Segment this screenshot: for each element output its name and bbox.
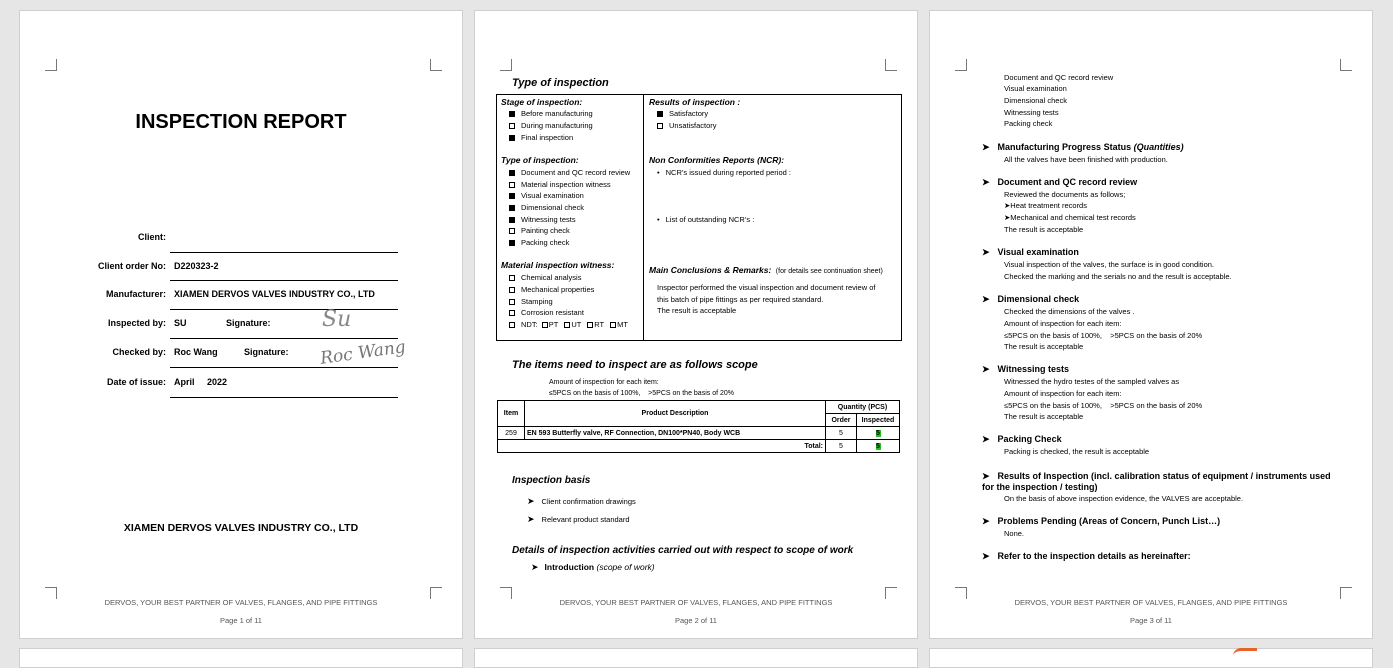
- arrow-bullet-icon: ➤: [982, 177, 990, 187]
- section-heading: ➤ Dimensional check: [982, 294, 1080, 304]
- type-of-inspection-heading: Type of inspection: [512, 77, 609, 89]
- signature-label: Signature:: [226, 318, 271, 328]
- section-text: The result is acceptable: [1004, 412, 1084, 421]
- checkbox-checked-icon: [509, 205, 515, 211]
- items-table: [497, 400, 900, 453]
- checkbox-empty-icon: [564, 322, 570, 328]
- section-heading: ➤ Document and QC record review: [982, 177, 1138, 187]
- material-item: Stamping: [509, 297, 553, 306]
- divider: [170, 252, 398, 253]
- checked-by-label: Checked by:: [112, 347, 166, 357]
- amount-line: Amount of inspection for each item:: [549, 379, 659, 386]
- conclusions-text: Inspector performed the visual inspection and document review of: [657, 283, 876, 292]
- total-label: Total:: [498, 440, 826, 453]
- crop-mark: [45, 59, 57, 71]
- crop-mark: [1340, 59, 1352, 71]
- material-item: Chemical analysis: [509, 273, 581, 282]
- divider: [170, 280, 398, 281]
- divider: [170, 338, 398, 339]
- total-row: [498, 440, 900, 453]
- arrow-bullet-icon: ➤: [982, 294, 990, 304]
- checkbox-empty-icon: [509, 322, 515, 328]
- conclusions-text: The result is acceptable: [657, 306, 737, 315]
- material-heading: Material inspection witness:: [501, 260, 615, 270]
- company-name: XIAMEN DERVOS VALVES INDUSTRY CO., LTD: [123, 522, 359, 534]
- checkbox-empty-icon: [610, 322, 616, 328]
- section-heading: ➤ Problems Pending (Areas of Concern, Punch List…): [982, 516, 1221, 526]
- report-title: INSPECTION REPORT: [135, 111, 347, 133]
- total-inspected: 5: [857, 440, 900, 453]
- section-heading: ➤ Visual examination: [982, 247, 1079, 257]
- checkbox-empty-icon: [542, 322, 548, 328]
- type-item: Visual examination: [509, 191, 584, 200]
- crop-mark: [955, 59, 967, 71]
- section-text: None.: [1004, 529, 1025, 538]
- col-inspected: Inspected: [857, 414, 900, 427]
- checkbox-checked-icon: [509, 170, 515, 176]
- page-2: [474, 10, 918, 639]
- section-text: Checked the dimensions of the valves .: [1004, 307, 1135, 316]
- list-item: Dimensional check: [1004, 96, 1067, 105]
- section-text: The result is acceptable: [1004, 225, 1084, 234]
- date-value: April 2022: [174, 377, 228, 387]
- type-item: Painting check: [509, 226, 570, 235]
- arrow-bullet-icon: ➤: [982, 247, 990, 257]
- page-number: Page 3 of 11: [1130, 616, 1172, 625]
- items-heading: The items need to inspect are as follows scope: [512, 359, 758, 371]
- amount-line: ≤5PCS on the basis of 100%, >5PCS on the basis of 20%: [549, 390, 734, 397]
- footer-tagline: DERVOS, YOUR BEST PARTNER OF VALVES, FLANGES, AND PIPE FITTINGS: [559, 598, 833, 607]
- section-text: The result is acceptable: [1004, 342, 1084, 351]
- material-item: Corrosion resistant: [509, 308, 584, 317]
- order-label: Client order No:: [97, 261, 166, 271]
- arrow-bullet-icon: ➤: [527, 514, 535, 524]
- arrow-bullet-icon: ➤: [982, 142, 990, 152]
- checkbox-empty-icon: [509, 275, 515, 281]
- type-item: Document and QC record review: [509, 168, 630, 177]
- list-item: Document and QC record review: [1004, 73, 1114, 82]
- cell-inspected: 5: [857, 427, 900, 440]
- section-text: Visual inspection of the valves, the surface is in good condition.: [1004, 260, 1214, 269]
- checkbox-empty-icon: [509, 228, 515, 234]
- date-label: Date of issue:: [106, 377, 166, 387]
- arrow-bullet-icon: ➤: [527, 496, 535, 506]
- crop-mark: [885, 59, 897, 71]
- section-text: Checked the marking and the serials no and the result is acceptable.: [1004, 272, 1232, 281]
- section-text: Amount of inspection for each item:: [1004, 319, 1122, 328]
- ncr-heading: Non Conformities Reports (NCR):: [649, 155, 785, 165]
- manufacturer-value: XIAMEN DERVOS VALVES INDUSTRY CO., LTD: [174, 289, 375, 299]
- details-heading: Details of inspection activities carried out with respect to scope of work: [512, 545, 854, 556]
- page-5-preview: [474, 648, 918, 668]
- col-quantity: Quantity (PCS): [826, 401, 900, 414]
- page-4-preview: [19, 648, 463, 668]
- col-item: Item: [498, 401, 525, 427]
- client-label: Client:: [138, 232, 166, 242]
- page-1: [19, 10, 463, 639]
- type-item: Witnessing tests: [509, 215, 576, 224]
- arrow-bullet-icon: ➤: [531, 562, 539, 572]
- divider: [643, 94, 644, 341]
- arrow-bullet-icon: ➤: [982, 551, 990, 561]
- section-heading: ➤ Manufacturing Progress Status (Quantities): [982, 142, 1184, 152]
- checkbox-checked-icon: [509, 193, 515, 199]
- checkbox-empty-icon: [509, 310, 515, 316]
- ncr-issued: • NCR’s issued during reported period :: [657, 168, 791, 177]
- order-value: D220323-2: [174, 261, 219, 271]
- checkbox-empty-icon: [509, 182, 515, 188]
- section-text: ➤Heat treatment records: [1004, 201, 1087, 210]
- total-order: 5: [826, 440, 857, 453]
- stage-item-final: Final inspection: [509, 133, 573, 142]
- cell-order: 5: [826, 427, 857, 440]
- list-item: Packing check: [1004, 119, 1053, 128]
- checkbox-checked-icon: [509, 240, 515, 246]
- section-text: Witnessed the hydro testes of the sampled valves as: [1004, 377, 1180, 386]
- intro-item: ➤ Introduction (scope of work): [531, 562, 655, 572]
- checkbox-checked-icon: [509, 135, 515, 141]
- conclusions-heading: Main Conclusions & Remarks: (for details see continuation sheet): [649, 265, 883, 275]
- checked-by-value: Roc Wang: [174, 347, 218, 357]
- section-text: On the basis of above inspection evidence, the VALVES are acceptable.: [1004, 494, 1244, 503]
- signature-label: Signature:: [244, 347, 289, 357]
- type-item: Packing check: [509, 238, 569, 247]
- section-text: All the valves have been finished with production.: [1004, 155, 1168, 164]
- stage-item-before: Before manufacturing: [509, 109, 593, 118]
- type-item: Dimensional check: [509, 203, 584, 212]
- checkbox-empty-icon: [509, 287, 515, 293]
- result-satisfactory: Satisfactory: [657, 109, 708, 118]
- section-text: Packing is checked, the result is acceptable: [1004, 447, 1150, 456]
- section-text: Reviewed the documents as follows;: [1004, 190, 1126, 199]
- footer-tagline: DERVOS, YOUR BEST PARTNER OF VALVES, FLANGES, AND PIPE FITTINGS: [104, 598, 378, 607]
- cell-item: 259: [498, 427, 525, 440]
- checkbox-empty-icon: [509, 123, 515, 129]
- arrow-bullet-icon: ➤: [982, 516, 990, 526]
- section-heading-cont: for the inspection / testing): [982, 482, 1098, 492]
- manufacturer-label: Manufacturer:: [105, 289, 166, 299]
- footer-tagline: DERVOS, YOUR BEST PARTNER OF VALVES, FLANGES, AND PIPE FITTINGS: [1014, 598, 1288, 607]
- page-6-preview: [929, 648, 1373, 668]
- result-unsatisfactory: Unsatisfactory: [657, 121, 717, 130]
- page-number: Page 2 of 11: [675, 616, 717, 625]
- basis-item: ➤ Relevant product standard: [527, 514, 630, 524]
- divider: [170, 309, 398, 310]
- page-number: Page 1 of 11: [220, 616, 262, 625]
- divider: [170, 367, 398, 368]
- section-heading: ➤ Packing Check: [982, 434, 1062, 444]
- list-item: Visual examination: [1004, 84, 1067, 93]
- type-subheading: Type of inspection:: [501, 155, 579, 165]
- ncr-outstanding: • List of outstanding NCR’s :: [657, 215, 755, 224]
- arrow-bullet-icon: ➤: [982, 364, 990, 374]
- type-item: Material inspection witness: [509, 180, 611, 189]
- section-heading: ➤ Witnessing tests: [982, 364, 1069, 374]
- checkbox-empty-icon: [657, 123, 663, 129]
- divider: [170, 397, 398, 398]
- crop-mark: [500, 59, 512, 71]
- checkbox-checked-icon: [657, 111, 663, 117]
- stage-heading: Stage of inspection:: [501, 97, 583, 107]
- ndt-row: NDT: PT UT RT MT: [509, 320, 628, 329]
- section-heading: ➤ Refer to the inspection details as hereinafter:: [982, 551, 1191, 561]
- checkbox-empty-icon: [587, 322, 593, 328]
- conclusions-text: this batch of pipe fittings as per required standard.: [657, 295, 824, 304]
- section-text: ≤5PCS on the basis of 100%, >5PCS on the basis of 20%: [1004, 401, 1203, 410]
- list-item: Witnessing tests: [1004, 108, 1059, 117]
- material-item: Mechanical properties: [509, 285, 594, 294]
- crop-mark: [430, 59, 442, 71]
- inspected-by-label: Inspected by:: [107, 318, 166, 328]
- signature-roc-wang: Roc Wang: [319, 337, 407, 369]
- inspected-by-value: SU: [174, 318, 187, 328]
- section-heading: ➤ Results of Inspection (incl. calibration status of equipment / instruments used: [982, 471, 1331, 481]
- basis-item: ➤ Client confirmation drawings: [527, 496, 636, 506]
- col-description: Product Description: [525, 401, 826, 427]
- arrow-bullet-icon: ➤: [982, 434, 990, 444]
- cell-description: EN 593 Butterfly valve, RF Connection, DN100*PN40, Body WCB: [525, 427, 826, 440]
- section-text: Amount of inspection for each item:: [1004, 389, 1122, 398]
- arrow-bullet-icon: ➤: [982, 471, 990, 481]
- checkbox-checked-icon: [509, 217, 515, 223]
- table-row: [498, 427, 900, 440]
- checkbox-empty-icon: [509, 299, 515, 305]
- signature-su: Su: [322, 307, 352, 332]
- section-text: ≤5PCS on the basis of 100%, >5PCS on the basis of 20%: [1004, 331, 1203, 340]
- page-3: [929, 10, 1373, 639]
- stage-item-during: During manufacturing: [509, 121, 593, 130]
- results-heading: Results of inspection :: [649, 97, 741, 107]
- section-text: ➤Mechanical and chemical test records: [1004, 213, 1136, 222]
- basis-heading: Inspection basis: [512, 475, 591, 486]
- checkbox-checked-icon: [509, 111, 515, 117]
- col-order: Order: [826, 414, 857, 427]
